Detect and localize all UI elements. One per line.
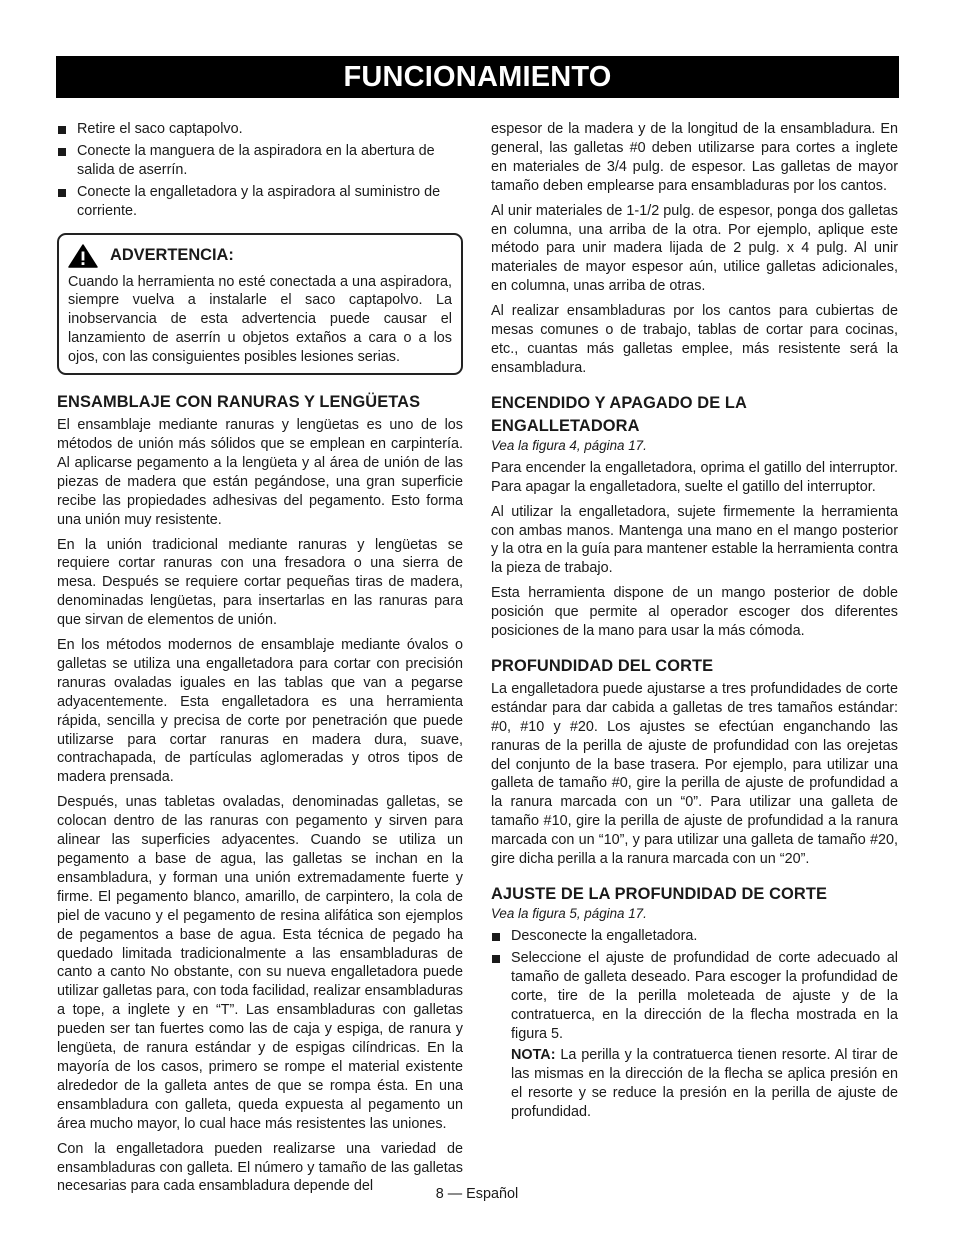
paragraph: El ensamblaje mediante ranuras y lengüetas es uno de los métodos de unión más sólidos que se emplean en carpintería. Al aplicarse pegamento a la lengüeta y al área de unión de las piezas de madera que están pegándose, una gran superficie recibe las propiedades adhesivas del pegamento. Esto forma una unión muy resistente. bbox=[57, 417, 463, 528]
note-label: NOTA: bbox=[511, 1047, 556, 1064]
heading-line: ENGALLETADORA bbox=[491, 416, 640, 435]
paragraph: Al realizar ensambladuras por los cantos para cubiertas de mesas comunes o de trabajo, tablas de cortar para cocinas, etc., cuantas más galletas emplee, más resistente será la ensambladura. bbox=[491, 303, 898, 376]
section-heading-encendido bbox=[491, 392, 898, 438]
list-item: Conecte la engalletadora y la aspiradora al suministro de corriente. bbox=[57, 183, 463, 221]
paragraph: En los métodos modernos de ensamblaje mediante óvalos o galletas se utiliza una engalletadora para cortar con precisión ranuras ovaladas iguales en las tablas que van a pegarse adyacentemente. Esta engalletadora es una herramienta rápida, sencilla y precisa de corte por penetración que puede utilizarse para cortar ranuras en madera dura, suave, contrachapada, de partículas aglomeradas y otros tipos de madera prensada. bbox=[57, 637, 463, 786]
warning-title: ADVERTENCIA: bbox=[110, 246, 234, 265]
prep-bullet-list bbox=[57, 120, 463, 221]
paragraph: Para encender la engalletadora, oprima el gatillo del interruptor. Para apagar la engalletadora, suelte el gatillo del interruptor. bbox=[491, 459, 898, 495]
right-column bbox=[491, 120, 898, 1128]
paragraph: Al unir materiales de 1-1/2 pulg. de espesor, ponga dos galletas en columna, una arriba de la otra. Por ejemplo, aplique este método para unir madera lijada de 2 pulg. x 4 pulg. Al unir materiales de mayor espesor aún, utilice galletas adicionales, en columna, unas arriba de otras. bbox=[491, 202, 898, 295]
paragraph: Al utilizar la engalletadora, sujete firmemente la herramienta con ambas manos. Mantenga una mano en el mango posterior y la otra en la guía para mantener estable la herramienta contra la pieza de trabajo. bbox=[491, 503, 898, 577]
heading-line: ENCENDIDO Y APAGADO DE LA bbox=[491, 393, 747, 412]
section-heading-ajuste: AJUSTE DE LA PROFUNDIDAD DE CORTE bbox=[491, 885, 827, 903]
list-item: Conecte la manguera de la aspiradora en la abertura de salida de aserrín. bbox=[57, 142, 463, 180]
warning-box bbox=[57, 233, 463, 376]
warning-triangle-icon bbox=[68, 244, 98, 268]
left-column bbox=[57, 120, 463, 1202]
paragraph: Con la engalletadora pueden realizarse una variedad de ensambladuras con galleta. El número y tamaño de las galletas necesarias para cada ensambladura depende del bbox=[57, 1140, 463, 1195]
page-banner: FUNCIONAMIENTO bbox=[56, 56, 899, 98]
paragraph: Después, unas tabletas ovaladas, denominadas galletas, se colocan dentro de las ranuras con pegamento y sirven para alinear las superficies adyacentes. Cuando se utiliza un pegamento a base de agua, las galletas se inchan en la ensambladura, y forman una unión extremadamente fuerte y firme. El pegamento blanco, amarillo, de carpintero, la cola de piel de vacuno y el pegamento de resina alifática son ejemplos de pegamentos a base de agua. Esta técnica de pegado ha quedado limitada tradicionalmente a las ensambladuras de canto a canto No obstante, con su nueva engalletadora puede utilizar galletas para, con toda facilidad, realizar ensambladuras a tope, a inglete y en “T”. Las ensambladuras con galletas pueden ser tan fuertes como las de caja y espiga, de ranura y lengüeta, de ranura estándar y de espigas cilíndricas. En la mayoría de los casos, primero se rompe el material existente alrededor de la galleta antes de que se rompa ésta. En una ensambladura con galleta, queda expuesta al pegamento un área mucho mayor, lo cual hace más resistentes las uniones. bbox=[57, 794, 463, 1132]
note-paragraph bbox=[491, 1046, 898, 1122]
list-item: Retire el saco captapolvo. bbox=[57, 120, 463, 139]
paragraph: En la unión tradicional mediante ranuras y lengüetas se requiere cortar ranuras con una fresadora o una sierra de mesa. Después se requiere cortar pequeñas tiras de madera, denominadas lengüetas, para insertarlas en las ranuras para que sirvan de elementos de unión. bbox=[57, 536, 463, 629]
paragraph: espesor de la madera y de la longitud de la ensambladura. En general, las galletas #0 deben utilizarse para cortes a inglete en materiales de 3/4 pulg. de espesor. Las galletas de mayor tamaño deben emplearse para ensambladuras por los cantos. bbox=[491, 121, 898, 194]
note-text: La perilla y la contratuerca tienen resorte. Al tirar de las mismas en la dirección de la flecha se aplica presión en el resorte y se reduce la presión en la perilla de ajuste de profundidad. bbox=[511, 1047, 898, 1121]
page-footer: 8 — Español bbox=[435, 1186, 519, 1202]
paragraph: Esta herramienta dispone de un mango posterior de doble posición que permite al operador escoger dos diferentes posiciones de la mano para usar la más cómoda. bbox=[491, 585, 898, 640]
paragraph: La engalletadora puede ajustarse a tres profundidades de corte estándar para dar cabida a galletas de tres tamaños estándar: #0, #10 y #20. Los ajustes se efectúan enganchando las ranuras de la perilla de ajuste de profundidad con las orejetas del conjunto de la base trasera. Por ejemplo, para utilizar una galleta de tamaño #0, gire la perilla de ajuste de profundidad a la ranura marcada con un “0”. Para utilizar una galleta de tamaño #10, gire la perilla de ajuste de profundidad a la ranura marcada con un “10”, y para utilizar una galleta de tamaño #20, gire dicha perilla a la ranura marcada con un “20”. bbox=[491, 680, 898, 868]
section-heading-ensamblaje: ENSAMBLAJE CON RANURAS Y LENGÜETAS bbox=[57, 393, 421, 412]
section-heading-profundidad: PROFUNDIDAD DEL CORTE bbox=[491, 656, 714, 675]
warning-header bbox=[68, 244, 452, 268]
adjust-bullet-list bbox=[491, 927, 898, 1043]
list-item: Seleccione el ajuste de profundidad de corte adecuado al tamaño de galleta deseado. Para escoger la profundidad de corte, tire de la perilla moleteada de ajuste y de la contratuerca, en la dirección de la flecha mostrada en la figura 5. bbox=[491, 949, 898, 1044]
warning-text: Cuando la herramienta no esté conectada a una aspiradora, siempre vuelva a instalarle el saco captapolvo. La inobservancia de esta advertencia puede causar el lanzamiento de aserrín u objetos extaños a cara o a los ojos, con las consiguientes posibles lesiones serias. bbox=[68, 273, 453, 366]
figure-reference: Vea la figura 4, página 17. bbox=[491, 437, 647, 453]
figure-reference: Vea la figura 5, página 17. bbox=[491, 906, 647, 921]
list-item: Desconecte la engalletadora. bbox=[491, 927, 898, 946]
